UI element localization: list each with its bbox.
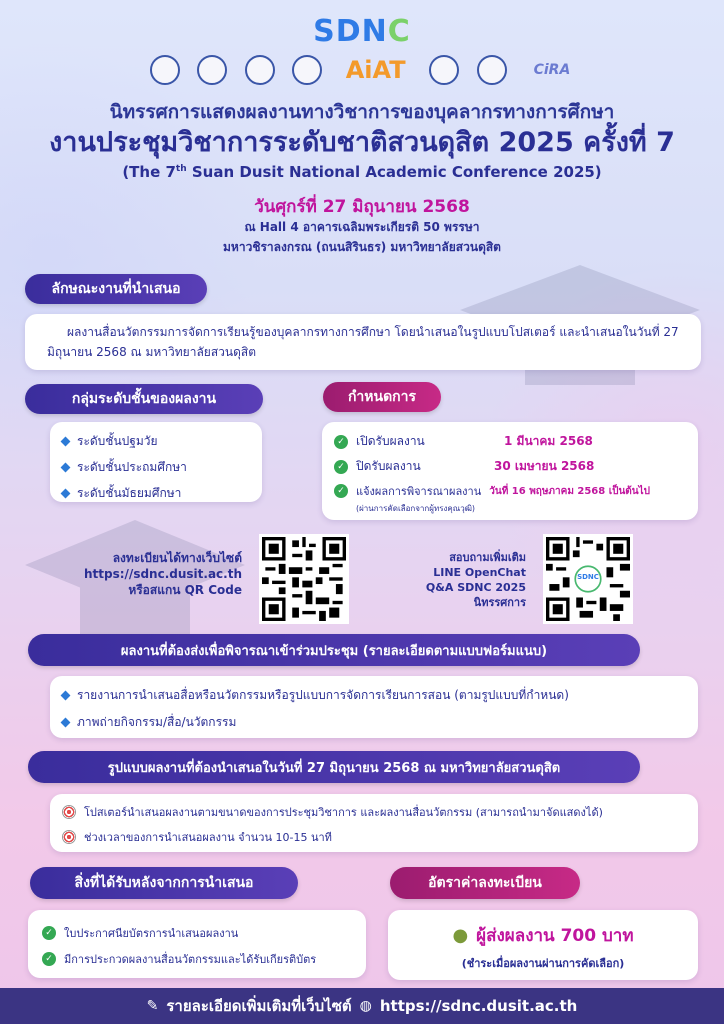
register-line: หรือสแกน QR Code: [128, 583, 242, 597]
check-icon: ✓: [42, 952, 56, 966]
benefits-card: [28, 910, 366, 978]
list-item: ระดับชั้นปฐมวัย: [62, 432, 250, 451]
check-icon: ✓: [334, 484, 348, 498]
partner-logos: [150, 52, 580, 88]
list-item: โปสเตอร์นำเสนอผลงานตามขนาดของการประชุมวิชาการ และผลงานสื่อนวัตกรรม (สามารถนำมาจัดแสดงได้): [62, 803, 686, 821]
list-item: ช่วงเวลาของการนำเสนอผลงาน จำนวน 10-15 นาที: [62, 828, 686, 846]
fee-note: (ชำระเมื่อผลงานผ่านการคัดเลือก): [461, 957, 625, 970]
register-line: ลงทะเบียนได้ทางเว็บไซต์: [112, 551, 242, 565]
contact-line: สอบถามเพิ่มเติม: [449, 551, 526, 564]
list-item: ✓ มีการประกวดผลงานสื่อนวัตกรรมและได้รับเกียรติบัตร: [42, 950, 352, 968]
format-card: [50, 794, 698, 852]
qr-brand-badge: SDNC: [577, 573, 599, 581]
diamond-icon: [61, 691, 71, 701]
register-qr-code[interactable]: [259, 534, 349, 624]
benefits-heading: สิ่งที่ได้รับหลังจากการนำเสนอ: [30, 867, 298, 899]
conference-title: งานประชุมวิชาการระดับชาติสวนดุสิต 2025 ครั้งที่ 7: [49, 127, 675, 158]
diamond-icon: [61, 489, 71, 499]
list-item: ระดับชั้นมัธยมศึกษา: [62, 484, 250, 503]
money-bag-icon: ●: [452, 925, 469, 946]
contact-line: นิทรรศการ: [473, 596, 526, 609]
presentation-body: ผลงานสื่อนวัตกรรมการจัดการเรียนรู้ของบุคลากรทางการศึกษา โดยนำเสนอในรูปแบบโปสเตอร์ และนำเสนอในวันที่ 27 มิถุนายน 2568 ณ มหาวิทยาลัยสวนดุสิต: [47, 325, 679, 359]
list-item: ระดับชั้นประถมศึกษา: [62, 458, 250, 477]
footer-text: รายละเอียดเพิ่มเติมที่เว็บไซต์: [166, 997, 352, 1015]
list-item: ภาพถ่ายกิจกรรม/สื่อ/นวัตกรรม: [62, 713, 686, 732]
fee-heading: อัตราค่าลงทะเบียน: [390, 867, 580, 899]
check-icon: ✓: [334, 460, 348, 474]
partner-emblem-logo: [292, 55, 322, 85]
presentation-card: [25, 314, 701, 370]
presentation-heading: ลักษณะงานที่นำเสนอ: [25, 274, 207, 304]
english-title: (The 7th Suan Dusit National Academic Conference 2025): [122, 163, 602, 181]
royal-monogram-logo: [197, 55, 227, 85]
fee-card: [388, 910, 698, 980]
partner-circle-logo: [477, 55, 507, 85]
contact-line: LINE OpenChat: [433, 566, 526, 579]
schedule-note: (ผ่านการคัดเลือกจากผู้ทรงคุณวุฒิ): [356, 504, 476, 513]
aiat-logo: AiAT: [345, 56, 406, 84]
contact-info: [400, 550, 526, 610]
schedule-card: [322, 422, 698, 520]
schedule-row: ✓ เปิดรับผลงาน 1 มีนาคม 2568: [334, 432, 686, 451]
list-item: ✓ ใบประกาศนียบัตรการนำเสนอผลงาน: [42, 924, 352, 942]
globe-icon: ◍: [359, 998, 372, 1014]
fee-amount: ● ผู้ส่งผลงาน 700 บาท: [452, 925, 634, 946]
check-icon: ✓: [42, 926, 56, 940]
anniversary-logo: [429, 55, 459, 85]
contact-line: Q&A SDNC 2025: [425, 581, 526, 594]
university-seal-logo: [150, 55, 180, 85]
diamond-icon: [61, 437, 71, 447]
target-icon: [62, 805, 76, 819]
format-heading: รูปแบบผลงานที่ต้องนำเสนอในวันที่ 27 มิถุนายน 2568 ณ มหาวิทยาลัยสวนดุสิต: [28, 751, 640, 783]
register-info: [70, 550, 242, 598]
list-item: รายงานการนำเสนอสื่อหรือนวัตกรรมหรือรูปแบบการจัดการเรียนการสอน (ตามรูปแบบที่กำหนด): [62, 686, 686, 705]
exhibition-title: นิทรรศการแสดงผลงานทางวิชาการของบุคลากรทางการศึกษา: [109, 101, 615, 123]
footer-bar: [0, 988, 724, 1024]
cira-logo: CiRA: [533, 62, 571, 78]
memo-icon: ✎: [146, 998, 159, 1014]
levels-heading: กลุ่มระดับชั้นของผลงาน: [25, 384, 263, 414]
venue-line-1: ณ Hall 4 อาคารเฉลิมพระเกียรติ 50 พรรษา: [244, 220, 480, 234]
brand-logo: SDNC: [313, 14, 411, 49]
partner-seal-logo: [245, 55, 275, 85]
check-icon: ✓: [334, 435, 348, 449]
footer-url[interactable]: https://sdnc.dusit.ac.th: [379, 997, 578, 1015]
diamond-icon: [61, 463, 71, 473]
levels-card: [50, 422, 262, 502]
diamond-icon: [61, 718, 71, 728]
register-url[interactable]: https://sdnc.dusit.ac.th: [84, 567, 242, 581]
schedule-row: ✓ แจ้งผลการพิจารณาผลงาน วันที่ 16 พฤษภาคม 2568 เป็นต้นไป: [334, 482, 686, 500]
venue-line-2: มหาวชิราลงกรณ (ถนนสิรินธร) มหาวิทยาลัยสวนดุสิต: [223, 240, 501, 254]
schedule-row: ✓ ปิดรับผลงาน 30 เมษายน 2568: [334, 457, 686, 476]
submission-card: [50, 676, 698, 738]
target-icon: [62, 830, 76, 844]
submission-heading: ผลงานที่ต้องส่งเพื่อพิจารณาเข้าร่วมประชุม (รายละเอียดตามแบบฟอร์มแนบ): [28, 634, 640, 666]
event-date: วันศุกร์ที่ 27 มิถุนายน 2568: [254, 197, 470, 217]
schedule-heading: กำหนดการ: [323, 382, 441, 412]
